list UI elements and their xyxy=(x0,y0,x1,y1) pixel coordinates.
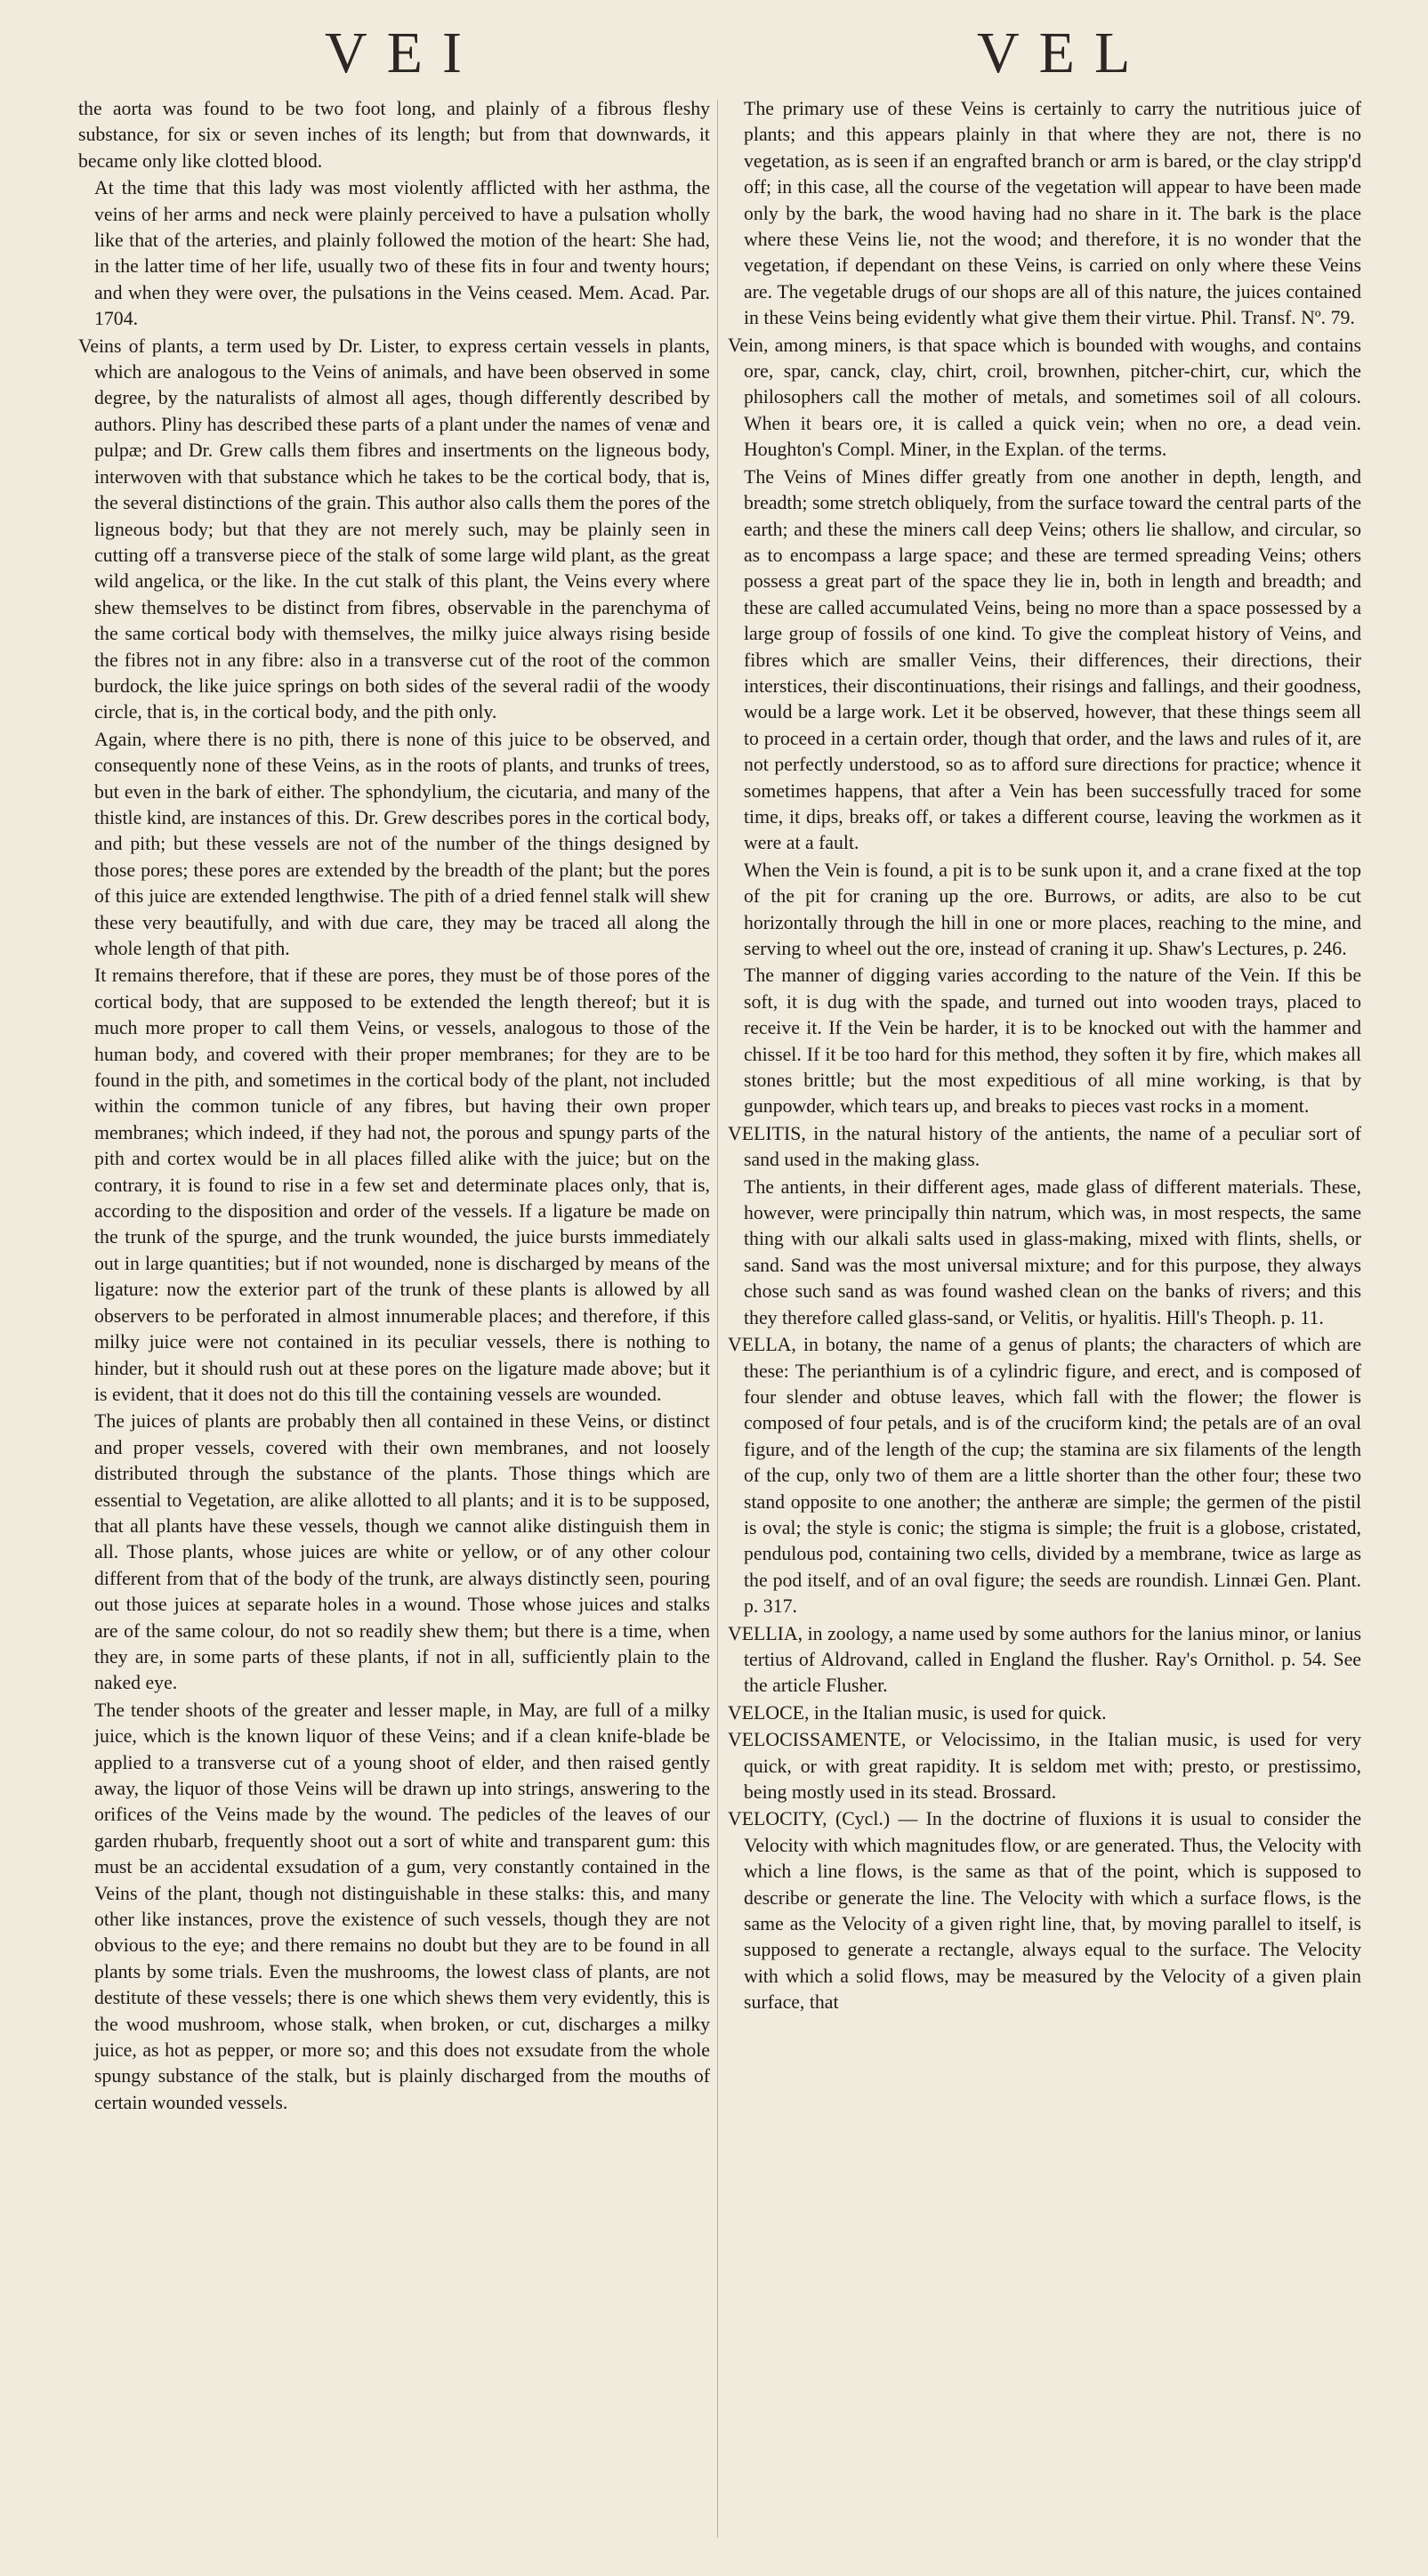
column-divider xyxy=(717,100,718,2538)
paragraph: Again, where there is no pith, there is none of this juice to be observed, and consequently none of these Veins, as in the roots of plants, and trunks of trees, but even in the bark of either. The sphondylium, the cicutaria, and many of the thistle kind, are instances of this. Dr. Grew describes pores in the cortical body, and pith; but these vessels are not of the number of the things designed by those pores; these pores are extended by the breadth of the plant; but the pores of this juice are extended lengthwise. The pith of a dried fennel stalk will shew these very beautifully, and with due care, they may be traced all along the whole length of that pith. xyxy=(94,728,710,959)
entry-velocissamente: VELOCISSAMENTE, or Velocissimo, in the Italian music, is used for very quick, or with great rapidity. It is seldom met with; presto, or prestissimo, being mostly used in its stead. Brossard. xyxy=(728,1729,1361,1803)
paragraph: The Veins of Mines differ greatly from one another in depth, length, and breadth; some stretch obliquely, from the surface toward the central parts of the earth; and these the miners call deep Veins; others lie shallow, and circular, so as to encompass a large space; and these are termed spreading Veins; others possess a great part of the space they lie in, both in length and breadth; and these are called accumulated Veins, being no more than a space possessed by a large group of fossils of one kind. To give the compleat history of Veins, and fibres which are smaller Veins, their differences, their directions, their interstices, their discontinuations, their risings and fallings, and their goodness, would be a large work. Let it be observed, however, that these things seem all to proceed in a certain order, though that order, and the laws and rules of it, are not perfectly understood, so as to afford sure directions for practice; whence it sometimes happens, that after a Vein has been successfully traced for some time, it dips, breaks off, or takes a different course, leaving the workmen as it were at a fault. xyxy=(744,465,1361,854)
entry-veins-of-plants: Veins of plants, a term used by Dr. Lister, to express certain vessels in plants, which are analogous to the Veins of animals, and have been observed in some degree, by the naturalists of almost all ages, though differently described by authors. Pliny has described these parts of a plant under the names of venæ and pulpæ; and Dr. Grew calls them fibres and insertments on the ligneous body, interwoven with that substance which he takes to be the cortical body, that is, the several distinctions of the grain. This author also calls them the pores of the ligneous body; but that they are not merely such, may be plainly seen in cutting off a transverse piece of the stalk of some large wild plant, as the great wild angelica, or the like. In the cut stalk of this plant, the Veins every where shew themselves to be distinct from fibres, observable in the parenchyma of the same cortical body with themselves, the milky juice always rising beside the fibres not in any fibre: also in a transverse cut of the root of the common burdock, the like juice springs on both sides of the several radii of the woody circle, that is, in the cortical body, and the pith only. xyxy=(78,335,710,723)
running-head-right: VEL xyxy=(977,20,1150,85)
entry-vein: Vein, among miners, is that space which is bounded with woughs, and contains ore, spar, canck, clay, chirt, croil, brownhen, pitcher-chirt, cur, which the philosophers call the mother of metals, and sometimes soil of all colours. When it bears ore, it is called a quick vein; when no ore, a dead vein. Houghton's Compl. Miner, in the Explan. of the terms. xyxy=(728,334,1361,461)
paragraph: The tender shoots of the greater and lesser maple, in May, are full of a milky juice, which is the known liquor of these Veins; and if a clean knife-blade be applied to a transverse cut of a young shoot of elder, and then raised gently away, the liquor of those Veins will be drawn up into strings, answering to the orifices of the Veins made by the wound. The pedicles of the leaves of our garden rhubarb, frequently shoot out a sort of white and transparent gum: this must be an accidental exsudation of a gum, very constantly contained in the Veins of the plant, though not distinguishable in these stalks: this, and many other like instances, prove the existence of such vessels, though they are not obvious to the eye; and there remains no doubt but they are to be found in all plants by some trials. Even the mushrooms, the lowest class of plants, are not destitute of these vessels; there is one which shews them very evidently, this is the wood mushroom, whose stalk, when broken, or cut, discharges a milky juice, as hot as pepper, or more so; and this does not exsudate from the whole spungy substance of the stalk, but is plainly discharged from the mouths of certain wounded vessels. xyxy=(94,1699,710,2113)
entry-vellia: VELLIA, in zoology, a name used by some authors for the lanius minor, or lanius tertius of Aldrovand, called in England the flusher. Ray's Ornithol. p. 54. See the article Flusher. xyxy=(728,1622,1361,1697)
left-column xyxy=(78,96,710,2561)
paragraph: It remains therefore, that if these are pores, they must be of those pores of the cortical body, that are supposed to be extended the length thereof; but it is much more proper to call them Veins, or vessels, analogous to those of the human body, and covered with their proper membranes; for they are to be found in the pith, and sometimes in the cortical body of the plant, not included within the common tunicle of any fibres, but having their own proper membranes; which indeed, if they had not, the porous and spungy parts of the pith and cortex would be in all places filled alike with the juice; but on the contrary, it is found to rise in a few set and determinate places only, that is, according to the disposition and order of the vessels. If a ligature be made on the trunk of the spurge, and the trunk wounded, the juice bursts immediately out in large quantities; but if not wounded, none is discharged by means of the ligature: now the exterior part of the trunk of these plants is allowed by all observers to be perforated in almost innumerable places; and therefore, if this milky juice were not contained in its peculiar vessels, there is nothing to hinder, but it should rush out at these pores on the ligature made above; but it is evident, that it does not do this till the containing vessels are wounded. xyxy=(94,965,710,1405)
entry-veloce: VELOCE, in the Italian music, is used for quick. xyxy=(728,1701,1107,1724)
paragraph: The primary use of these Veins is certainly to carry the nutritious juice of plants; and this appears plainly in that where they are not, there is no vegetation, as is seen if an engrafted branch or arm is bared, or the clay stripp'd off; in this case, all the course of the vegetation will appear to have been made only by the bark, the wood having had no share in it. The bark is the place where these Veins lie, not the wood; and therefore, it is no wonder that the vegetation, if dependant on these Veins, is carried on only where these Veins are. The vegetable drugs of our shops are all of this nature, the juices contained in these Veins being evidently what give them their virtue. Phil. Transf. Nº. 79. xyxy=(744,98,1361,329)
paragraph: The manner of digging varies according to the nature of the Vein. If this be soft, it is dug with the spade, and turned out into wooden trays, placed to receive it. If the Vein be harder, it is to be knocked out with the hammer and chissel. If it be too hard for this method, they soften it by fire, which makes all stones brittle; but the most expeditious of all mine working, is that by gunpowder, which tears up, and breaks to pieces vast rocks in a moment. xyxy=(744,965,1361,1118)
paragraph: The antients, in their different ages, made glass of different materials. These, however, were principally thin natrum, which was, in most respects, the same thing with our alkali salts used in glass-making, mixed with flints, shells, or sand. Sand was the most universal mixture; and for this purpose, they always chose such sand as was found washed clean on the banks of rivers; and this they therefore called glass-sand, or Velitis, or hyalitis. Hill's Theoph. p. 11. xyxy=(744,1175,1361,1328)
paragraph: The juices of plants are probably then all contained in these Veins, or distinct and proper vessels, covered with their own membranes, and not loosely distributed through the substance of the plants. Those things which are essential to Vegetation, are alike allotted to all plants; and it is to be supposed, that all plants have these vessels, though we cannot alike distinguish them in all. Those plants, whose juices are white or yellow, or of any other colour different from that of the body of the trunk, are always distinctly seen, pouring out those juices at separate holes in a wound. Those whose juices and stalks are of the same colour, do not so readily shew them; but there is a time, when they are, in some parts of these plants, if not in all, sufficiently plain to the naked eye. xyxy=(94,1410,710,1694)
entry-vella: VELLA, in botany, the name of a genus of plants; the characters of which are these: The perianthium is of a cylindric figure, and erect, and is composed of four slender and obtuse leaves, which fall with the flower; the flower is composed of four petals, and is of the cruciform kind; the petals are of an oval figure, and of the length of the cup; the stamina are six filaments of the length of the cup, only two of them are a little shorter than the other four; these two stand opposite to one another; the antheræ are simple; the germen of the pistil is oval; the style is conic; the stigma is simple; the fruit is a globose, cristated, pendulous pod, containing two cells, divided by a membrane, twice as large as the pod itself, and of an oval figure; the seeds are roundish. Linnæi Gen. Plant. p. 317. xyxy=(728,1334,1361,1618)
paragraph: When the Vein is found, a pit is to be sunk upon it, and a crane fixed at the top of the pit for craning up the ore. Burrows, or adits, are also to be cut horizontally through the hill in one or more places, reaching to the mine, and serving to wheel out the ore, instead of craning it up. Shaw's Lectures, p. 246. xyxy=(744,859,1361,959)
right-column xyxy=(728,96,1361,2561)
entry-velocity: VELOCITY, (Cycl.) — In the doctrine of fluxions it is usual to consider the Velocity with which magnitudes flow, or are generated. Thus, the Velocity with which a line flows, is the same as that of the point, which is supposed to describe or generate the line. The Velocity with which a surface flows, is the same as the Velocity of a given right line, that, by moving parallel to itself, is supposed to generate a rectangle, always equal to the surface. The Velocity with which a solid flows, may be measured by the Velocity of a given plain surface, that xyxy=(728,1808,1361,2014)
paragraph: At the time that this lady was most violently afflicted with her asthma, the veins of her arms and neck were plainly perceived to have a pulsation wholly like that of the arteries, and plainly followed the motion of the heart: She had, in the latter time of her life, usually two of these fits in four and twenty hours; and when they were over, the pulsations in the Veins ceased. Mem. Acad. Par. 1704. xyxy=(94,177,710,330)
running-head-left: VEI xyxy=(325,20,481,85)
paragraph: the aorta was found to be two foot long, and plainly of a fibrous fleshy substance, for six or seven inches of its length; but from that downwards, it became only like clotted blood. xyxy=(78,98,710,172)
entry-velitis: VELITIS, in the natural history of the antients, the name of a peculiar sort of sand used in the making glass. xyxy=(728,1122,1361,1171)
